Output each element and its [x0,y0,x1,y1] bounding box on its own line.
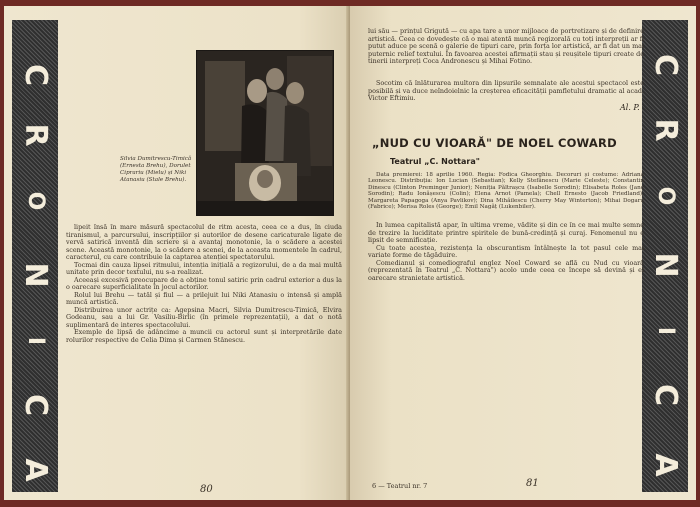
spine-letter: O [653,186,678,206]
right-intro-text-2 [368,80,644,102]
spine-letter: A [648,453,683,477]
paragraph: Tocmai din cauza lipsei ritmului, intenția inițială a regizorului, de a da mai multă unitate prin decor textului, nu s-a realizat. [66,260,342,276]
spine-letter: A [18,458,53,482]
paragraph: Aceeași excesivă preocupare de a obține tonul satiric prin cadrul exterior a dus la o oarecare superficialitate în jocul actorilor. [66,275,342,291]
paragraph: Exemple de lipsă de adâncime a muncii cu actorul sunt și interpretările date rolurilor respective de Celia Dima și Carmen Stănescu. [66,328,342,344]
paragraph: În lumea capitalistă apar, în ultima vreme, vădite și din ce în ce mai multe semne de trezire la luciditate printre spiritele de bună-credință și curaj. Fenomenul nu e lipsit de semnificație. [368,222,644,244]
spine-letter: R [648,118,683,142]
right-body-text [368,222,644,472]
spine-letter: C [648,53,683,77]
paragraph: Distribuirea unor actrițe ca: Agepsina Macri, Silvia Dumitrescu-Timică, Elvira Godeanu, sau a lui Gr. Vasiliu-Birlic (în primele reprezentații), a dat o notă suplimentară de interes spectacolului. [66,305,342,329]
article-title: „NUD CU VIOARĂ" DE NOEL COWARD [372,136,617,150]
stage-photo [196,50,334,216]
spine-letter: N [18,262,53,288]
left-page [4,6,350,500]
page-number: 81 [526,478,539,489]
spine-letter: O [23,191,48,211]
article-subtitle: Teatrul „C. Nottara" [390,157,480,166]
left-body-text [66,224,342,456]
issue-footer: 6 — Teatrul nr. 7 [372,482,428,490]
spine-letter: C [18,393,53,417]
author-signature: Al. P. [620,103,640,112]
spine-letter: C [18,63,53,87]
paragraph: Rolul lui Brehu — tatăl și fiul — a prilejuit lui Niki Atanasiu o intensă și amplă muncă artistică. [66,290,342,306]
left-spine-banner [12,20,58,492]
photo-caption: Silvia Dumitrescu-Timică (Ernesta Brehu), Dorulet Ciprariu (Mielu) și Niki Atanasiu (Stale Brehu). [120,156,192,183]
page-number: 80 [200,484,213,495]
spine-letter: N [648,252,683,278]
spine-letter: I [23,336,48,346]
stage-photo-image [197,51,334,216]
paragraph: Socotim că înlăturarea multora din lipsurile semnalate ale acestui spectacol este posibilă și va duce neîndoielnic la creșterea eficacității pamfletului dramatic al acad. Victor Eftimiu. [368,80,644,102]
paragraph: lui său — prințul Grigută — cu apa tare a unor mijloace de portretizare și de definire artistică. Ceea ce dovedește că o mai atentă muncă regizorală cu toți interpreții ar fi putut aduce pe scenă o galerie de tipuri care, prin forța lor artistică, ar fi dat un mai puternic relief textului. În favoarea acestei afirmații stau și reușitele tipuri create de tinerii interpreți Coca Andronescu și Mihai Fotino. [368,28,644,65]
spine-letter: C [648,383,683,407]
right-intro-text [368,28,644,80]
right-spine-banner [642,20,688,492]
spine-letter: I [653,326,678,336]
paragraph: Comedianul și comediograful englez Noel Coward se află cu Nud cu vioară (reprezentată în Teatrul „C. Nottara") acolo unde ceea ce începe să devină și el oarecare stranietate artistică. [368,258,644,282]
premiere-credits [368,172,644,214]
paragraph: lipeit însă în mare măsură spectacolul de ritm acesta, ceea ce a dus, în ciuda tiranismul, a parcursului, inscripțiilor și autorilor de desene caricaturale ligate de vervă satirică inventă din scriere și a avantaj monotonie, la o scădere a acestei scene. Această monotonie, la o scădere a scenei, de la aceasta momentele în cadrul, caracterul, cu care contribuie la captarea atenției spectatorului. [66,224,342,261]
spine-letter: R [18,123,53,147]
paragraph: Cu toate acestea, rezistența la obscurantism întâlnește la tot pasul cele mai variate forme de tăgăduire. [368,243,644,259]
paragraph: Data premierei: 18 aprilie 1960. Regia: Fodica Gheorghiu. Decoruri și costume: Adriana Leonescu. Distribuția: Ion Lucian (Sebastian); Kelly Stefănescu (Marie Celeste); Constantin Dinescu (Clinton Preminger Junior); Neniția Păltrașcu (Isabelle Sorodin); Elisabeta Roles (Jane Sorodin); Radu Ionășescu (Colin); Elena Arnot (Pamela); Chell Ernesto (Jacob Friedland); Margareta Papagoga (Anya Pavlikov); Dina Mihăilescu (Cherry May Winterton); Mihai Dogaru (Fabrice); Merisa Roles (George); Emil Nagăț (Lukenbiler). [368,172,644,211]
